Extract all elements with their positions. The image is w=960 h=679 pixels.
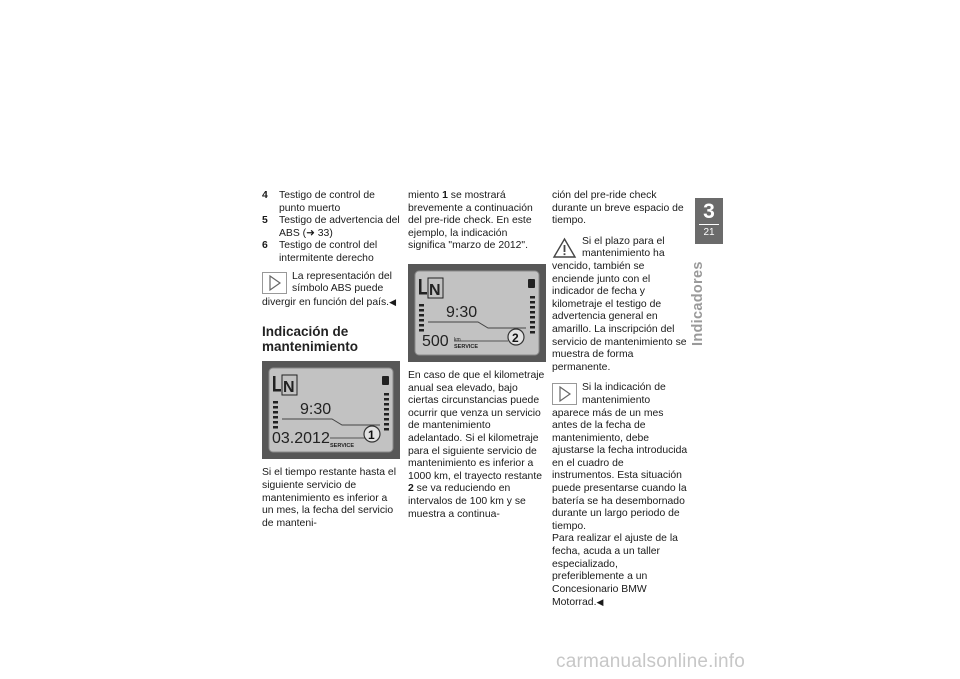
column-2: [408, 190, 546, 521]
page-number: 21: [703, 227, 715, 238]
figure-2-display: [408, 264, 546, 362]
item-text: Testigo de control de punto muerto: [279, 190, 375, 214]
column-3: [552, 190, 688, 610]
info-note-icon: [552, 383, 577, 405]
list-item: 5 Testigo de advertencia del ABS (➜ 33): [262, 215, 400, 239]
gear-indicator: N: [283, 379, 295, 397]
service-label: SERVICE: [454, 343, 479, 350]
end-mark-icon: ◀: [596, 597, 604, 608]
warning-note: [552, 236, 688, 375]
callout-ref: 2: [408, 483, 414, 495]
section-heading: Indicación de mantenimiento: [262, 324, 359, 355]
display-illustration-2: [408, 264, 546, 362]
end-mark-icon: ◀: [389, 296, 396, 307]
page-ref: 33: [317, 227, 330, 239]
callout-2: 2: [512, 330, 519, 345]
item-number: 5: [262, 215, 268, 227]
service-date-readout: 03.2012: [272, 430, 330, 448]
item-text: Testigo de control del intermitente derecho: [279, 240, 378, 264]
clock-readout: 9:30: [300, 401, 332, 419]
info-note: [262, 271, 400, 310]
warning-text: Si el plazo para el mantenimiento ha vencido, también se enciende junto con el indicador de fecha y kilometraje el testigo de advertencia general en amarillo. La inscripción del servicio de mantenimiento se muestra de forma permanente.: [552, 235, 687, 373]
watermark: carmanualsonline.info: [556, 651, 746, 672]
display-illustration-1: [262, 361, 400, 459]
info-note: [552, 382, 688, 533]
paragraph: Para realizar el ajuste de la fecha, acuda a un taller especializado, preferiblemente a un Concesionario BMW Motorrad.◀: [552, 533, 678, 609]
paragraph: miento 1 se mostrará brevemente a continuación del pre-ride check. En este ejemplo, la indicación significa "marzo de 2012".: [408, 190, 533, 252]
item-number: 4: [262, 190, 268, 201]
service-km-readout: 500: [422, 332, 449, 350]
service-label: SERVICE: [330, 443, 355, 450]
paragraph: ción del pre-ride check durante un breve espacio de tiempo.: [552, 190, 684, 227]
paragraph: Si el tiempo restante hasta el siguiente servicio de mantenimiento es inferior a un mes, la fecha del servicio de manteni-: [262, 467, 396, 529]
chapter-number: 3: [703, 200, 715, 223]
paragraph: En caso de que el kilometraje anual sea elevado, bajo ciertas circunstancias puede ocurrir que venza un servicio de mantenimiento adelantado. Si el kilometraje para el siguiente servicio de mantenimiento es inferior a 1000 km, el trayecto restante 2 se va reduciendo en intervalos de 100 km y se muestra a continua-: [408, 369, 545, 520]
item-number: 6: [262, 240, 268, 252]
list-item: [262, 190, 400, 215]
item-text: Testigo de advertencia del ABS: [279, 215, 400, 239]
chapter-tab: [695, 198, 723, 244]
gear-indicator: N: [429, 281, 441, 299]
info-note-text: La representación del símbolo ABS puede divergir en función del país.: [262, 270, 392, 308]
callout-ref: 1: [442, 190, 448, 201]
clock-readout: 9:30: [446, 303, 478, 321]
tab-divider: [699, 224, 719, 225]
info-note-icon: [262, 272, 287, 294]
list-item: [262, 240, 400, 265]
column-1: [262, 190, 400, 530]
km-unit: km: [454, 336, 461, 343]
callout-1: 1: [368, 428, 375, 443]
side-chapter-label: Indicadores: [690, 261, 706, 346]
figure-1-display: [262, 361, 400, 459]
info-note-text: Si la indicación de mantenimiento aparece más de un mes antes de la fecha de mantenimiento, debe ajustarse la fecha introducida en el cuadro de instrumentos. Esta situación puede presentarse cuando la batería se ha desembornado durante un largo periodo de tiempo.: [552, 382, 688, 532]
warning-triangle-icon: [552, 237, 577, 259]
page-ref-arrow-icon: ➜: [306, 227, 315, 239]
